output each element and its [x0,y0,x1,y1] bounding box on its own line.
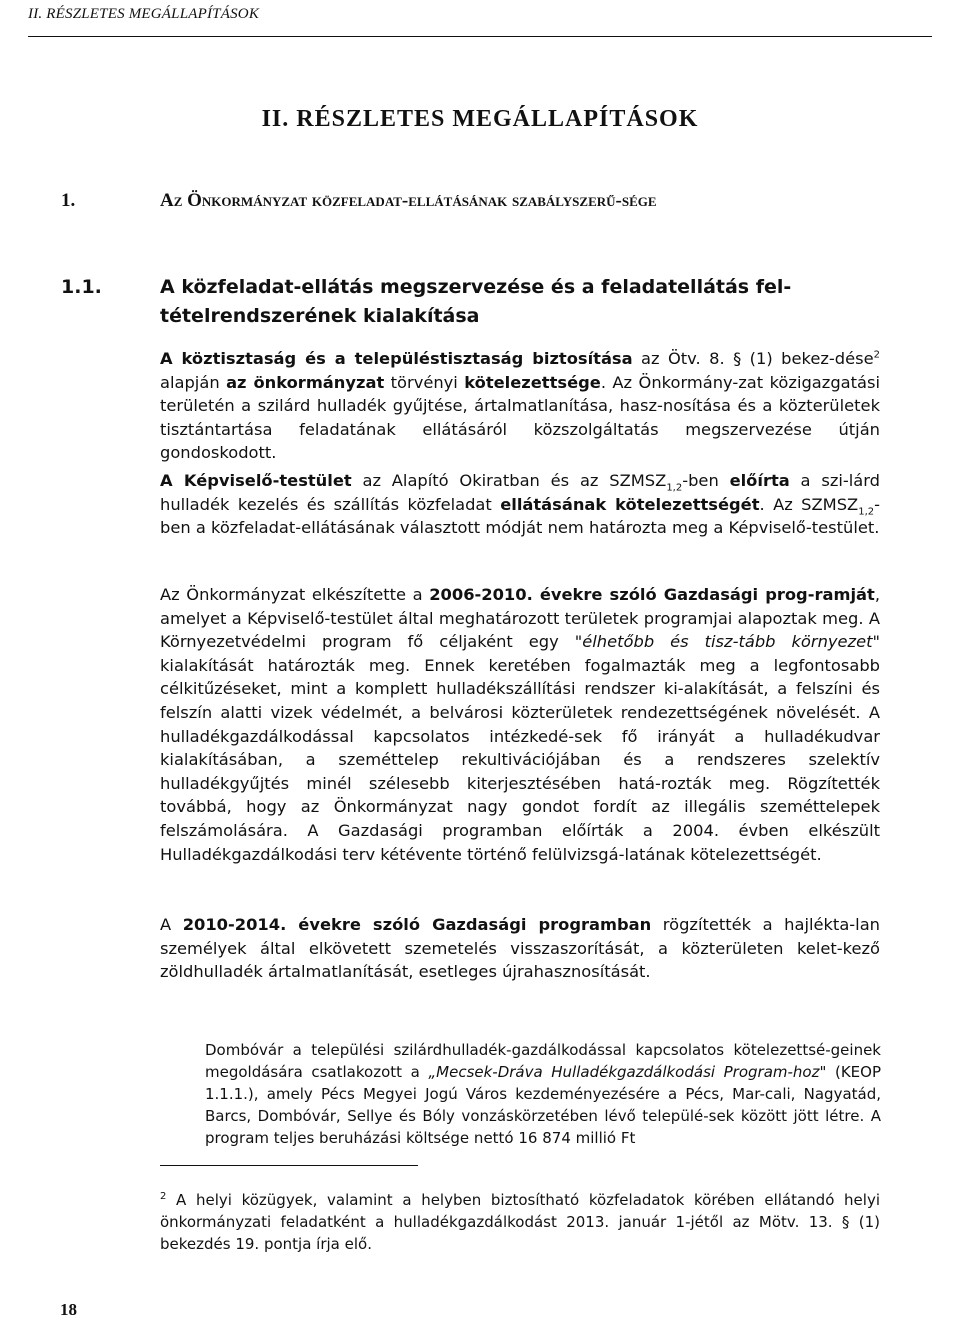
footnote-text: A helyi közügyek, valamint a helyben biztosítható közfeladatok körében ellátandó helyi önkormányzati feladatként a hulladékgazdálkodást 2013. január 1-jétől az Mötv. 13. § (1) bekezdés 19. pontja írja elő. [160,1191,880,1253]
paragraph-1 [160,347,880,469]
paragraph-3 [160,583,880,913]
p2-text-1: az Alapító Okiratban és az SZMSZ [351,471,667,490]
note-text-2: (KEOP 1.1.1.), amely Pécs Megyei Jogú Város kezdeményezésére a Pécs, Mar-cali, Nagyatád, Barcs, Dombóvár, Sellye és Bóly vonzáskörzetében lévő települé-sek között jött létre. A program teljes beruházási költsége nettó 16 874 millió Ft [205,1063,881,1147]
p2-subscript-1: 1,2 [666,482,683,494]
footnote-rule [160,1165,418,1166]
p2-subscript-2: 1,2 [858,505,875,517]
p4-bold-1: 2010-2014. évekre szóló Gazdasági programban [182,915,652,934]
p3-text-2: , amelyet a Képviselő-testület által meghatározott területek programjai alapoztak meg. A Környezetvédelmi program fő céljaként egy [160,585,880,652]
p3-italic-1: "élhetőbb és tisz-tább környezet" [574,632,880,652]
footnote-ref: 2 [873,349,880,361]
p1-text-3: törvényi [384,372,465,392]
p1-bold-1: A köztisztaság és a településtisztaság biztosítása [160,349,633,368]
header-rule [28,36,932,37]
body-text [160,347,880,1014]
p2-text-3: a szi-lárd hulladék kezelés és szállítás közfeladat [160,471,881,514]
p2-text-4: . Az SZMSZ [759,494,859,514]
p1-bold-2: az önkormányzat [226,372,385,392]
p3-text-3: kialakítását határozták meg. Ennek keretében fogalmazták meg a legfontosabb célkitűzéseket, mint a komplett hulladékszállítási rendszer ki-alakítását, a felszíni és felszín alatti vizek védelmét, a belvárosi közterületek rendezettségének növelését. A hulladékgazdálkodással kapcsolatos intézkedé-sek fő irányát a hulladékudvar kialakításában, a szeméttelep rekultivációjában és a rendszeres szelektív hulladékgyűjtés minél szélesebb kiterjesztésében hatá-rozták meg. Rögzítették továbbá, hogy az Önkormányzat nagy gondot fordít az illegális szeméttelepek felszámolására. A Gazdasági programban előírták a 2004. évben elkészült Hulladékgazdálkodási terv kétévente történő felülvizsgá-latának kötelezettségét. [160,655,880,864]
section-1-title: Az Önkormányzat közfeladat-ellátásának szabályszerű-sége [160,190,657,211]
p2-bold-3: ellátásának kötelezettségét [500,494,760,514]
p3-bold-1: 2006-2010. évekre szóló Gazdasági prog-ramját [429,585,875,604]
note-block [205,1039,881,1149]
p2-text-5: -ben a közfeladat-ellátásának választott módját nem határozta meg a Képviselő-testület. [160,494,880,538]
section-1-number: 1. [61,190,76,211]
page-title: II. RÉSZLETES MEGÁLLAPÍTÁSOK [261,106,699,132]
p2-bold-2: előírta [729,471,790,490]
paragraph-4 [160,913,880,1014]
running-header: II. RÉSZLETES MEGÁLLAPÍTÁSOK [28,6,260,22]
note-text-1: Dombóvár a települési szilárdhulladék-gazdálkodással kapcsolatos kötelezettsé-geinek megoldására csatlakozott a [205,1041,881,1081]
p3-text-1: Az Önkormányzat elkészítette a [160,585,430,604]
p2-bold-1: A Képviselő-testület [160,471,352,490]
p1-bold-3: kötelezettsége [464,372,601,392]
section-1-1-title: A közfeladat-ellátás megszervezése és a feladatellátás fel-tételrendszerének kialakítása [160,276,792,327]
footnote-mark: 2 [160,1191,167,1202]
p2-text-2: -ben [682,471,730,490]
page-number: 18 [60,1300,77,1319]
p4-text-1: A [160,915,183,934]
p1-text-4: . Az Önkormány-zat közigazgatási területén a szilárd hulladék gyűjtése, ártalmatlanítása, hasz-nosítása és a közterületek tisztántartása feladatának ellátásáról közszolgáltatás megszervezése útján gondoskodott. [160,372,880,463]
p1-text-2: alapján [160,372,227,392]
paragraph-2 [160,469,880,583]
p1-text-1: az Ötv. 8. § (1) bekez-dése [632,349,874,368]
p4-text-2: rögzítették a hajlékta-lan személyek által elkövetett szemetelés visszaszorítását, a közterületen kelet-kező zöldhulladék ártalmatlanítását, esetleges újrahasznosítását. [160,915,880,982]
footnote [160,1189,880,1255]
section-1-1-number: 1.1. [61,276,102,298]
note-italic: „Mecsek-Dráva Hulladékgazdálkodási Program-hoz" [428,1063,827,1081]
